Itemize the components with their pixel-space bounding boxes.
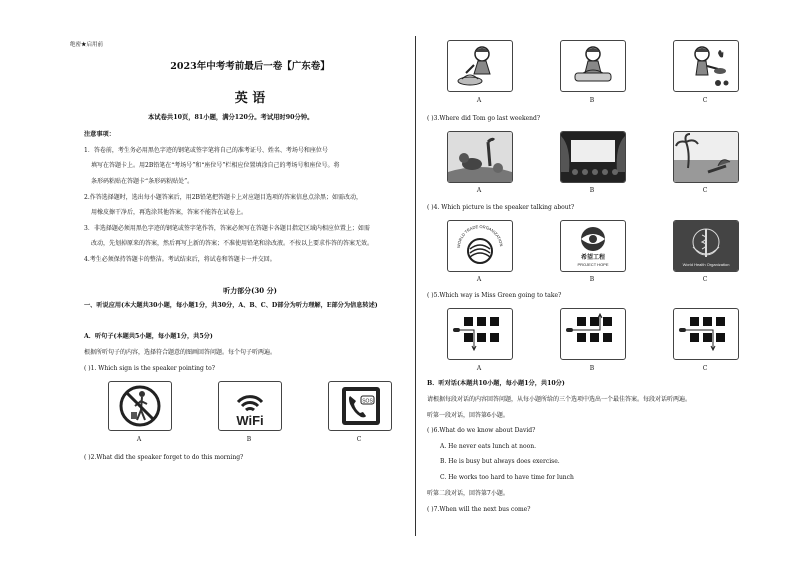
no-littering-sign-image (108, 381, 172, 431)
option-label: B (589, 365, 595, 372)
question-6-option-c: C. He works too hard to have time for lunch (440, 474, 574, 481)
option-label: B (589, 97, 595, 104)
secret-label: 绝密★启用前 (70, 42, 104, 48)
note-line: 条形码粘贴在答题卡“条形码粘贴处”。 (91, 178, 194, 185)
sos-phone-sign-image (328, 381, 392, 431)
option-label: C (702, 97, 708, 104)
cinema-image (560, 131, 626, 183)
question-1: ( )1. Which sign is the speaker pointing to? (84, 365, 215, 372)
subsection-a-instructions: 根据所听句子的内容，选择符合题意的图画回答问题。每个句子听两遍。 (84, 349, 277, 356)
question-7: ( )7.When will the next bus come? (427, 506, 531, 513)
subsection-b-instructions: 请根据每段对话的内容回答问题，从每小题所给的三个选项中选出一个最佳答案。每段对话听两遍。 (427, 396, 692, 403)
boy-washing-hands-image (560, 40, 626, 92)
wto-logo-image (447, 220, 513, 272)
option-label: A (476, 97, 482, 104)
route-map-c-image (673, 308, 739, 360)
wifi-sign-image (218, 381, 282, 431)
question-6-option-b: B. He is busy but always does exercise. (440, 458, 560, 465)
notes-heading: 注意事项： (84, 131, 115, 138)
boy-cooking-image (673, 40, 739, 92)
beach-image (673, 131, 739, 183)
subsection-b-heading: B．听对话(本题共10小题，每小题1分，共10分) (427, 380, 565, 387)
hope-cn-text: 希望工程 (580, 254, 606, 261)
wifi-text: WiFi (236, 413, 264, 428)
route-map-b-image (560, 308, 626, 360)
column-divider (415, 36, 416, 536)
section1-heading: 一、听说应用(本大题共30小题，每小题1分，共30分，A、B、C、D部分为听力理解，E部分为信息转述) (84, 302, 378, 309)
listening-part-title: 听力部分(30 分) (223, 286, 277, 295)
option-label: C (356, 436, 362, 443)
boy-watering-flowers-image (447, 40, 513, 92)
option-label: B (589, 187, 595, 194)
option-label: C (702, 365, 708, 372)
dialogue-1-note: 听第一段对话，回答第6小题。 (427, 412, 509, 419)
question-4: ( )4. Which picture is the speaker talking about? (427, 204, 575, 211)
option-label: A (476, 276, 482, 283)
subject-title: 英 语 (234, 91, 266, 106)
note-line: 改动，先划掉原来的答案，然后再写上新的答案；不准使用铅笔和涂改液。不按以上要求作答的答案无效。 (91, 240, 374, 247)
option-label: C (702, 276, 708, 283)
sos-text: SOS (362, 398, 373, 405)
who-text: World Health Organization (682, 262, 730, 267)
option-label: B (589, 276, 595, 283)
question-2: ( )2.What did the speaker forget to do this morning? (84, 454, 244, 461)
option-label: B (246, 436, 252, 443)
option-label: A (136, 436, 142, 443)
question-5: ( )5.Which way is Miss Green going to take? (427, 292, 562, 299)
project-hope-logo-image (560, 220, 626, 272)
zoo-animals-image (447, 131, 513, 183)
hope-en-text: PROJECT HOPE (577, 262, 609, 267)
option-label: A (476, 187, 482, 194)
note-line: 1．答卷前，考生务必用黑色字迹的钢笔或签字笔将自己的准考证号、姓名、考场号和座位号 (84, 147, 328, 154)
question-3: ( )3.Where did Tom go last weekend? (427, 115, 541, 122)
note-line: 用橡皮擦干净后，再选涂其他答案，答案不能答在试卷上。 (91, 209, 248, 216)
option-label: A (476, 365, 482, 372)
dialogue-2-note: 听第二段对话，回答第7小题。 (427, 490, 509, 497)
exam-title: 2023年中考考前最后一卷【广东卷】 (170, 61, 330, 72)
option-label: C (702, 187, 708, 194)
note-line: 2.作答选择题时，选出每小题答案后，用2B铅笔把答题卡上对应题目选项的答案信息点涂黑；如需改动， (84, 194, 362, 201)
question-6-option-a: A. He never eats lunch at noon. (440, 443, 537, 450)
wto-text: WORLD TRADE ORGANIZATION (455, 223, 504, 249)
note-line: 4.考生必须保持答题卡的整洁。考试结束后，将试卷和答题卡一并交回。 (84, 256, 276, 263)
note-line: 3．非选择题必须用黑色字迹的钢笔或签字笔作答，答案必须写在答题卡各题目指定区域内相应位置上；如需 (84, 225, 370, 232)
exam-info: 本试卷共10页，81小题，满分120分。考试用时90分钟。 (148, 114, 314, 121)
question-6: ( )6.What do we know about David? (427, 427, 536, 434)
who-logo-image (673, 220, 739, 272)
note-line: 填写在答题卡上。用2B铅笔在“考场号”和“座位号”栏相应位置填涂自己的考场号和座位号。将 (91, 162, 340, 169)
route-map-a-image (447, 308, 513, 360)
subsection-a-heading: A．听句子(本题共5小题，每小题1分，共5分) (84, 333, 213, 340)
